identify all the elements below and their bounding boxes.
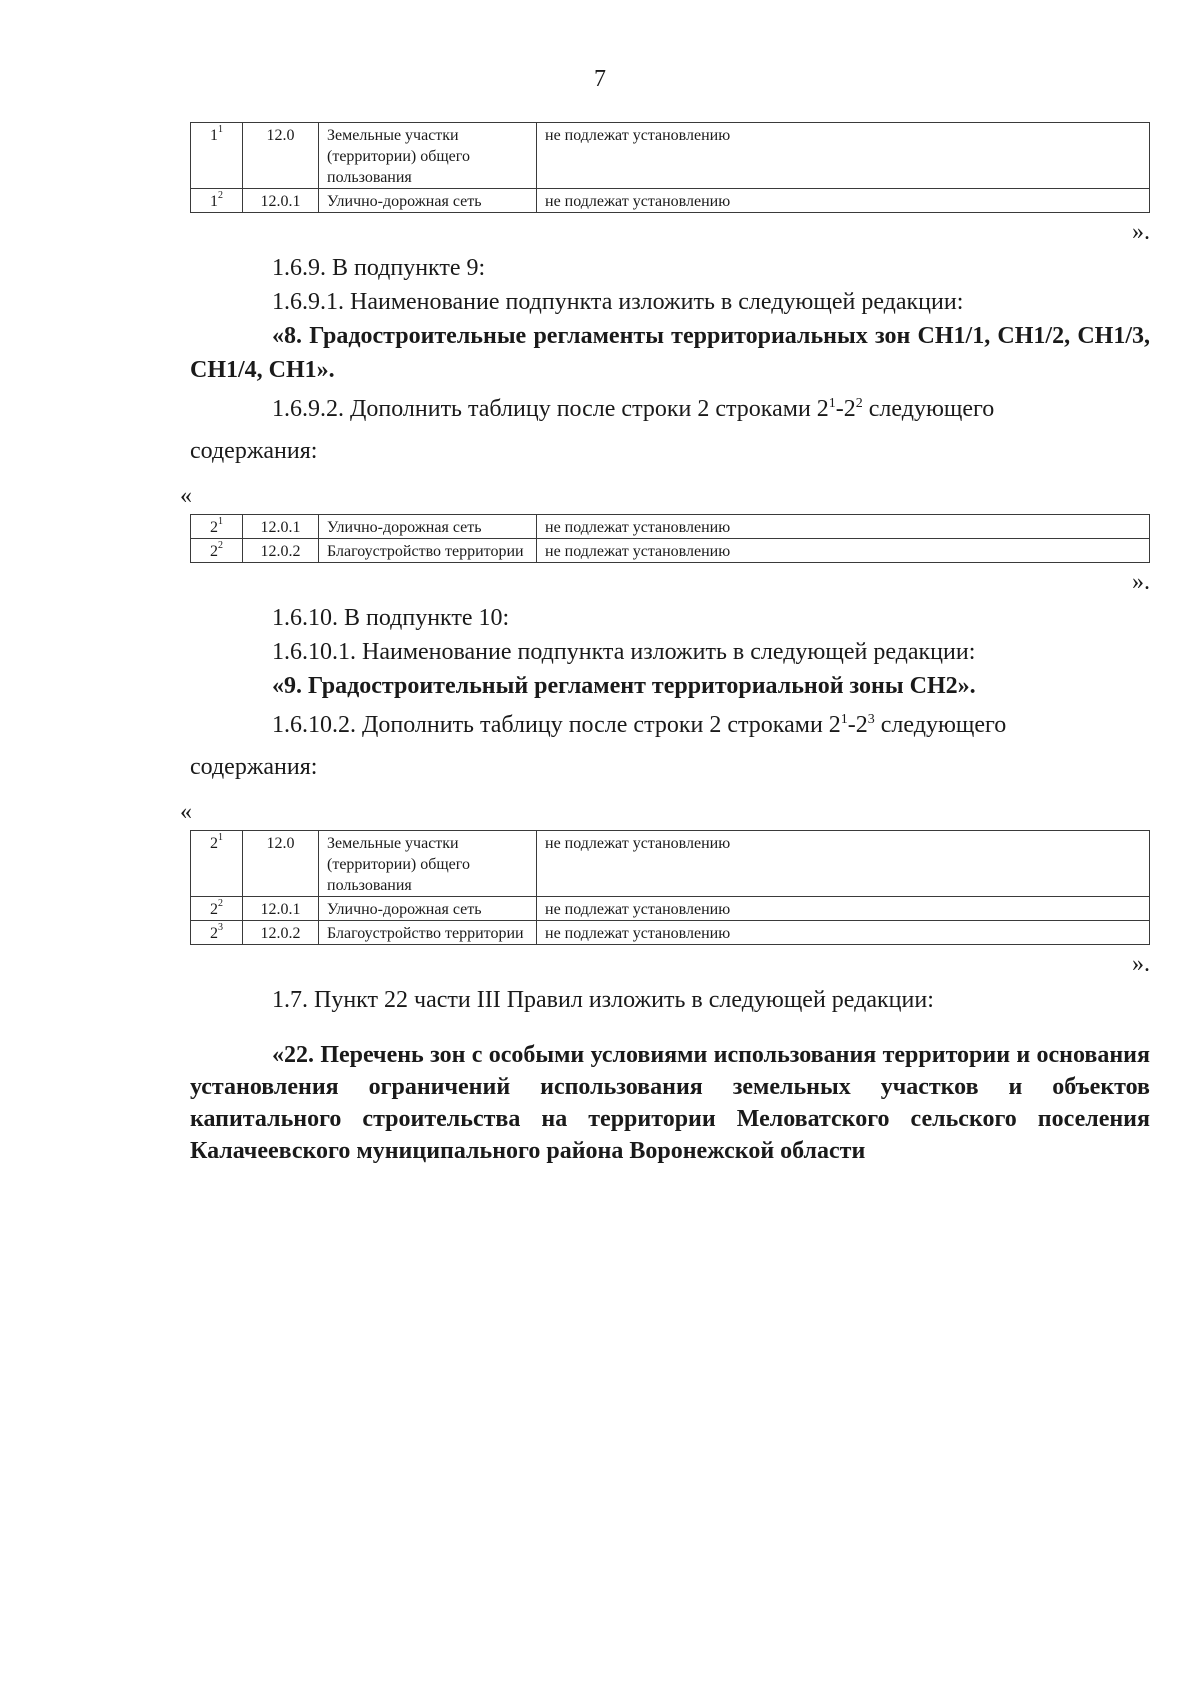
name-cell: Улично-дорожная сеть: [319, 189, 537, 213]
value-cell: не подлежат установлению: [537, 921, 1150, 945]
code-cell: 12.0.1: [243, 515, 319, 539]
subsection-1-6-9: 1.6.9. В подпункте 9:: [272, 255, 486, 281]
name-cell: Благоустройство территории: [319, 539, 537, 563]
closing-quote: ».: [1132, 569, 1150, 595]
code-cell: 12.0.2: [243, 921, 319, 945]
table-row: [191, 831, 1150, 897]
title-zone-ch2: «9. Градостроительный регламент территориальной зоны СН2».: [272, 673, 976, 699]
document-body: [180, 122, 1150, 1167]
row-number: 1: [210, 193, 218, 210]
code-cell: 12.0.2: [243, 539, 319, 563]
row-number-superscript: 3: [218, 921, 223, 933]
text-part: следующего: [874, 712, 1007, 738]
superscript: 2: [855, 396, 863, 411]
subsection-1-6-10: 1.6.10. В подпункте 10:: [272, 605, 510, 631]
superscript: 1: [840, 712, 848, 727]
row-number-superscript: 1: [218, 515, 223, 527]
contents-label: содержания:: [190, 438, 318, 464]
table-row: [191, 921, 1150, 945]
opening-quote: «: [180, 799, 192, 825]
code-cell: 12.0.1: [243, 897, 319, 921]
table-3: [190, 830, 1150, 945]
closing-quote: ».: [1132, 219, 1150, 245]
text-part: -2: [847, 712, 868, 738]
closing-quote: ».: [1132, 951, 1150, 977]
row-number: 2: [210, 543, 218, 560]
table-2: [190, 514, 1150, 563]
subsection-1-6-10-2: [190, 703, 1150, 742]
subsection-1-6-9-1: 1.6.9.1. Наименование подпункта изложить в следующей редакции:: [272, 289, 964, 315]
text-part: -2: [835, 396, 856, 422]
row-number: 2: [210, 835, 218, 852]
opening-quote: «: [180, 483, 192, 509]
value-cell: не подлежат установлению: [537, 539, 1150, 563]
superscript: 3: [867, 712, 875, 727]
row-number: 2: [210, 901, 218, 918]
value-cell: не подлежат установлению: [537, 831, 1150, 897]
name-cell: Улично-дорожная сеть: [319, 515, 537, 539]
code-cell: 12.0.1: [243, 189, 319, 213]
table-row: [191, 123, 1150, 189]
row-number-superscript: 1: [218, 831, 223, 843]
code-cell: 12.0: [243, 123, 319, 189]
subsection-1-6-10-1: 1.6.10.1. Наименование подпункта изложить в следующей редакции:: [272, 639, 976, 665]
value-cell: не подлежат установлению: [537, 515, 1150, 539]
name-cell: Улично-дорожная сеть: [319, 897, 537, 921]
table-row: [191, 897, 1150, 921]
row-number-superscript: 2: [218, 189, 223, 201]
page-number: 7: [594, 66, 606, 92]
table-row: [191, 189, 1150, 213]
row-number-superscript: 2: [218, 897, 223, 909]
section-1-7: 1.7. Пункт 22 части III Правил изложить в следующей редакции:: [272, 987, 934, 1013]
value-cell: не подлежат установлению: [537, 123, 1150, 189]
value-cell: не подлежат установлению: [537, 897, 1150, 921]
row-number-cell: [191, 921, 243, 945]
row-number-superscript: 1: [218, 123, 223, 135]
title-zones-ch1: «8. Градостроительные регламенты территориальных зон СН1/1, СН1/2, СН1/3, СН1/4, СН1».: [190, 323, 1150, 383]
name-cell: Земельные участки (территории) общего пользования: [319, 831, 537, 897]
row-number-cell: [191, 831, 243, 897]
section-22-title: «22. Перечень зон с особыми условиями использования территории и основания установления ограничений использования земельных участков и объектов капитального строительства на территории Меловатского сельского поселения Калачеевского муниципального района Воронежской области: [190, 1042, 1150, 1164]
text-part: 1.6.9.2. Дополнить таблицу после строки 2 строками 2: [272, 396, 829, 422]
text-part: следующего: [862, 396, 995, 422]
row-number-cell: [191, 123, 243, 189]
table-row: [191, 539, 1150, 563]
name-cell: Земельные участки (территории) общего пользования: [319, 123, 537, 189]
subsection-1-6-9-2: [190, 387, 1150, 426]
row-number-cell: [191, 189, 243, 213]
row-number: 2: [210, 925, 218, 942]
table-row: [191, 515, 1150, 539]
name-cell: Благоустройство территории: [319, 921, 537, 945]
row-number: 1: [210, 127, 218, 144]
row-number: 2: [210, 519, 218, 536]
superscript: 1: [828, 396, 836, 411]
code-cell: 12.0: [243, 831, 319, 897]
contents-label: содержания:: [190, 754, 318, 780]
row-number-cell: [191, 539, 243, 563]
row-number-cell: [191, 515, 243, 539]
row-number-superscript: 2: [218, 539, 223, 551]
value-cell: не подлежат установлению: [537, 189, 1150, 213]
row-number-cell: [191, 897, 243, 921]
text-part: 1.6.10.2. Дополнить таблицу после строки 2 строками 2: [272, 712, 841, 738]
table-1: [190, 122, 1150, 213]
